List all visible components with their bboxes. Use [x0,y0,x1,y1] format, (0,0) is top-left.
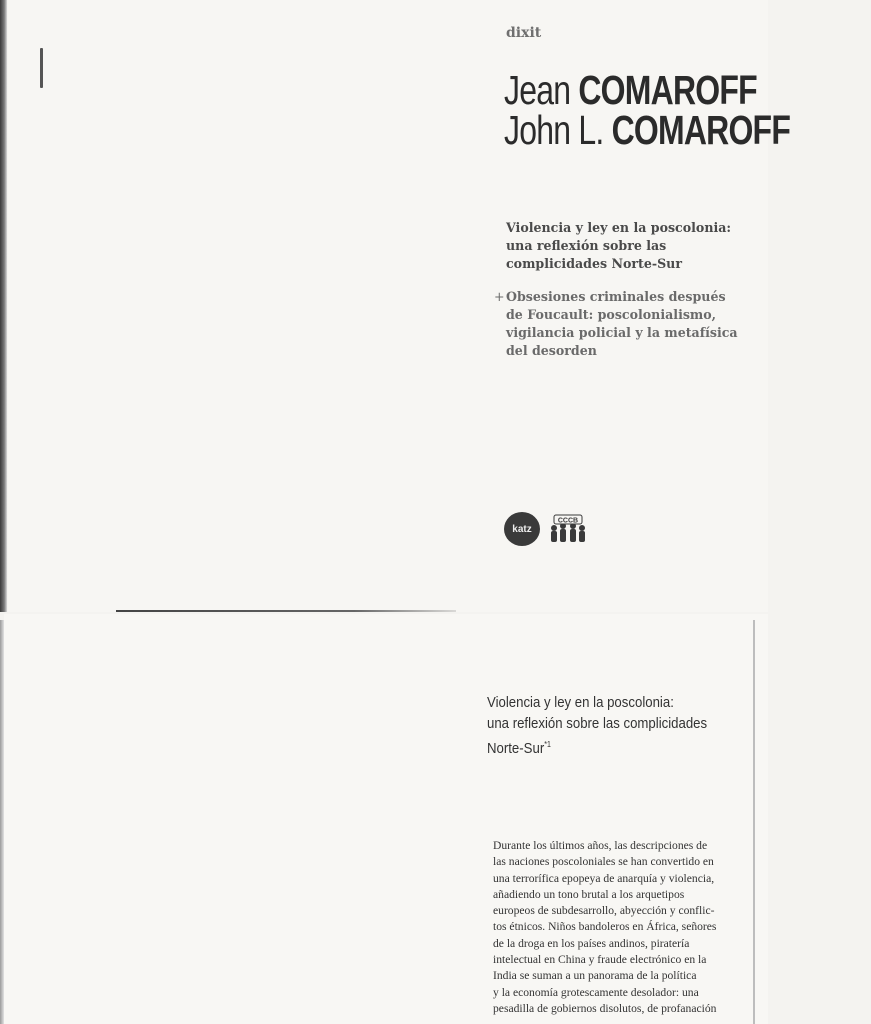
scan-edge-lower [0,620,4,1024]
chapter-title-line: Violencia y ley en la poscolonia: [487,694,674,711]
author-last-name: COMAROFF [578,67,757,113]
subtitle-line: de Foucault: poscolonialismo, [506,307,717,322]
subtitle-line [494,288,744,306]
scan-edge [0,0,7,612]
subtitle-line: del desorden [506,343,597,358]
body-line: tos étnicos. Niños bandoleros en África, señores [493,920,717,934]
body-line: y la economía grotescamente desolador: una [493,985,699,999]
series-name: dixit [506,25,542,41]
body-line: intelectual en China y fraude electrónico en la [493,953,707,967]
page-divider [116,610,456,612]
page-edge-line [753,620,755,1024]
author-first-name: John L. [504,107,604,153]
body-line: europeos de subdesarrollo, abyección y conflic- [493,904,715,918]
body-paragraph [493,838,719,1017]
body-line: añadiendo un tono brutal a los arquetipos [493,887,685,901]
body-line: de la droga en los países andinos, piratería [493,936,690,950]
cccb-logo-text: CCCB [557,517,579,525]
author-2 [504,107,791,153]
author-1 [504,67,790,113]
body-line: pesadilla de gobiernos disolutos, de profanación [493,1001,717,1015]
title-line: Violencia y ley en la poscolonia: [506,220,732,235]
title-line: complicidades Norte-Sur [506,256,682,271]
plus-sign: + [494,289,505,304]
author-last-name: COMAROFF [611,107,791,153]
cccb-logo [549,514,587,546]
book-subtitle [494,288,744,360]
chapter-title-line-text: Norte-Sur [487,740,545,757]
chapter-title-line [487,734,716,759]
subtitle-line: vigilancia policial y la metafísica [506,325,738,340]
authors [504,67,871,153]
body-line: India se suman a un panorama de la política [493,969,697,983]
book-title [506,219,746,273]
subtitle-line-text: Obsesiones criminales después [506,289,726,304]
katz-logo-text: katz [512,523,532,535]
katz-logo [504,512,540,546]
title-line: una reflexión sobre las [506,238,667,253]
footnote-mark: *1 [544,740,551,749]
chapter-title [487,692,716,759]
chapter-title-line: una reflexión sobre las complicidades [487,715,708,732]
body-line: las naciones poscoloniales se han convertido en [493,855,714,869]
author-first-name: Jean [504,67,571,113]
spine-mark [40,48,43,88]
body-line: una terrorífica epopeya de anarquía y violencia, [493,871,715,885]
body-line: Durante los últimos años, las descripciones de [493,839,708,852]
